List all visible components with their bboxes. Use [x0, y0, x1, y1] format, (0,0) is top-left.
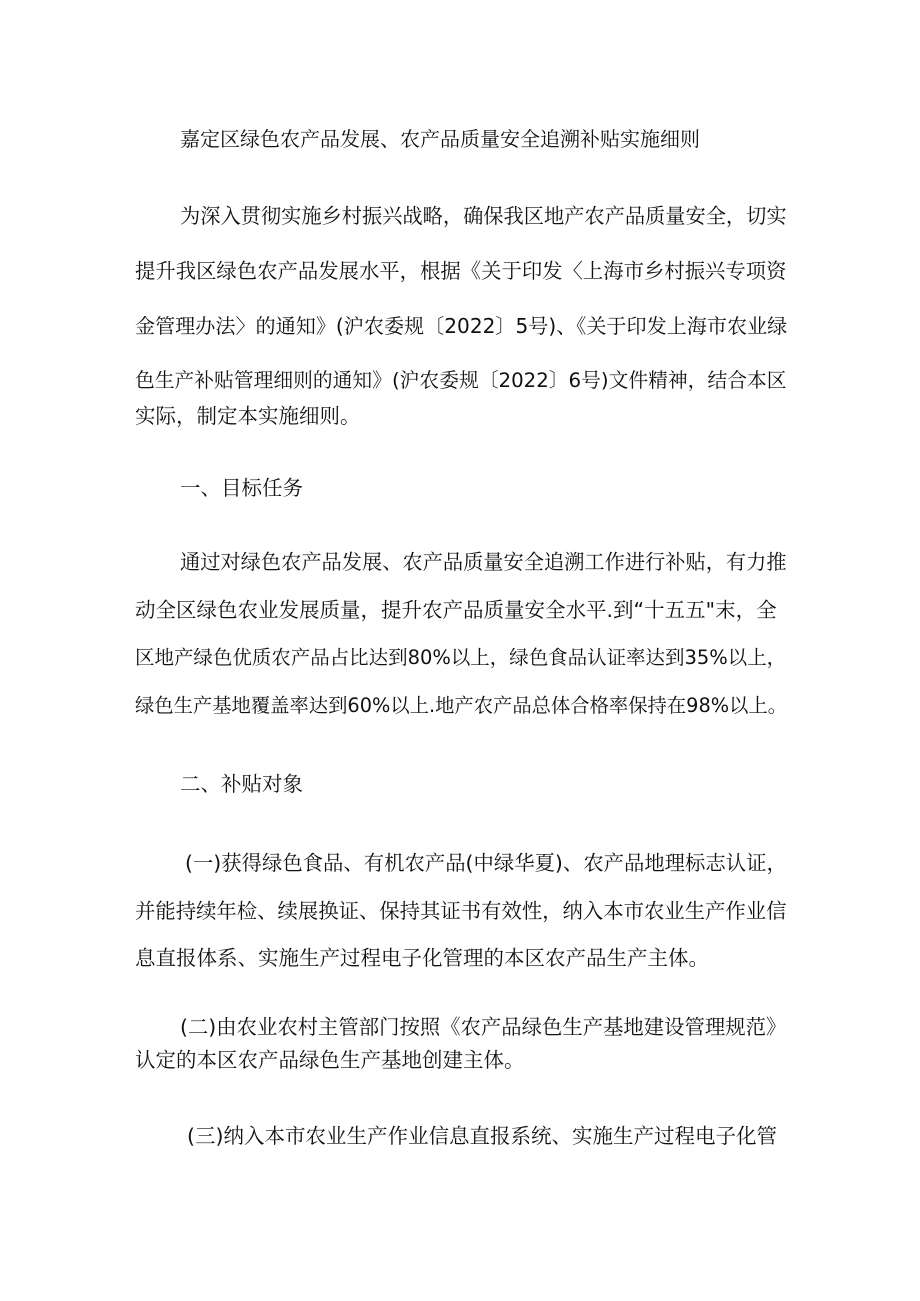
section1-line: 通过对绿色农产品发展、农产品质量安全追溯工作进行补贴，有力推: [180, 550, 787, 574]
section2-item2-line: (二)由农业农村主管部门按照《农产品绿色生产基地建设管理规范》: [180, 1015, 787, 1039]
intro-line: 金管理办法〉的通知》(沪农委规〔2022〕5号)、《关于印发上海市农业绿: [135, 314, 788, 338]
section2-heading: 二、补贴对象: [180, 772, 303, 796]
section1-heading: 一、目标任务: [180, 476, 303, 500]
section2-item1-line: (一)获得绿色食品、有机农产品(中绿华夏)、农产品地理标志认证，: [185, 851, 787, 875]
intro-line: 为深入贯彻实施乡村振兴战略，确保我区地产农产品质量安全，切实: [180, 204, 787, 228]
document-title: 嘉定区绿色农产品发展、农产品质量安全追溯补贴实施细则: [180, 127, 700, 151]
intro-line: 实际，制定本实施细则。: [135, 404, 361, 428]
section2-item1-line: 息直报体系、实施生产过程电子化管理的本区农产品生产主体。: [135, 946, 709, 970]
section1-line: 动全区绿色农业发展质量，提升农产品质量安全水平.到“十五五"末，全: [135, 598, 777, 622]
intro-line: 色生产补贴管理细则的通知》(沪农委规〔2022〕6号)文件精神，结合本区: [135, 369, 787, 392]
intro-line: 提升我区绿色农产品发展水平，根据《关于印发〈上海市乡村振兴专项资: [135, 259, 787, 283]
section1-line: 绿色生产基地覆盖率达到60%以上.地产农产品总体合格率保持在98%以上。: [135, 694, 788, 717]
section1-line: 区地产绿色优质农产品占比达到80%以上，绿色食品认证率达到35%以上，: [135, 646, 787, 669]
section2-item2-line: 认定的本区农产品绿色生产基地创建主体。: [135, 1048, 525, 1072]
section2-item1-line: 并能持续年检、续展换证、保持其证书有效性，纳入本市农业生产作业信: [135, 899, 787, 923]
section2-item3-line: (三)纳入本市农业生产作业信息直报系统、实施生产过程电子化管: [187, 1124, 777, 1148]
